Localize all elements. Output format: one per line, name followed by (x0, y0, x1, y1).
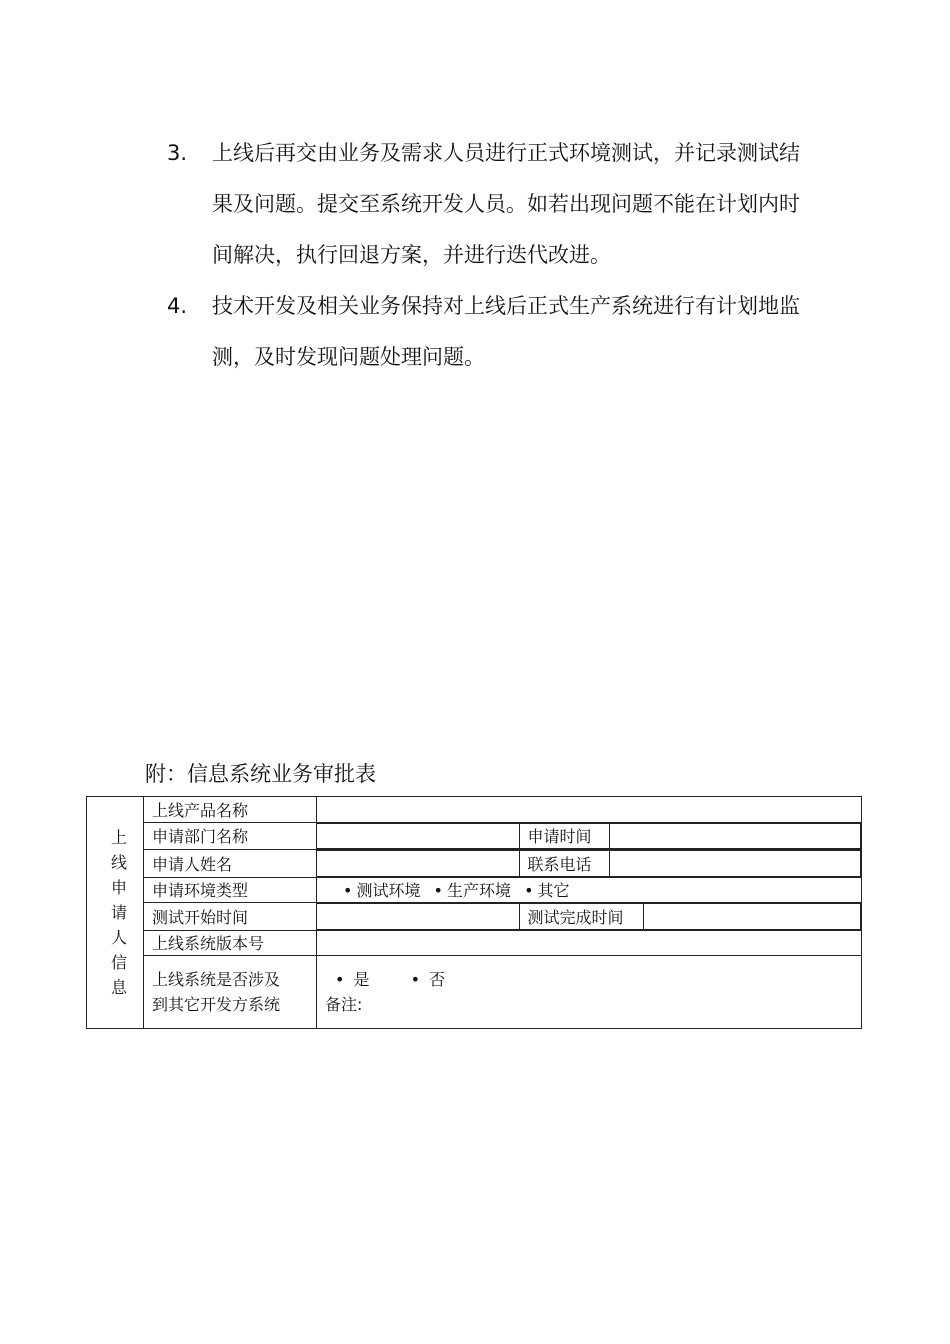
test-start-field[interactable] (317, 904, 519, 930)
appendix-caption: 附：信息系统业务审批表 (145, 762, 376, 786)
dept-name-label: 申请部门名称 (144, 822, 317, 850)
applicant-name-label: 申请人姓名 (144, 850, 317, 878)
apply-time-field[interactable] (609, 823, 861, 849)
product-name-field[interactable] (317, 797, 862, 823)
dept-name-field[interactable] (317, 823, 519, 849)
env-option-test[interactable]: • 测试环境 (343, 881, 421, 901)
test-end-label: 测试完成时间 (519, 904, 643, 930)
step-number: 4. (167, 294, 188, 318)
step-text: 技术开发及相关业务保持对上线后正式生产系统进行有计划地监测，及时发现问题处理问题。 (212, 294, 800, 369)
step-list (0, 128, 950, 383)
version-label: 上线系统版本号 (144, 930, 317, 956)
applicant-info-label: 上 线 申 请 人 信 息 (87, 797, 144, 1029)
env-type-options (317, 877, 862, 903)
apply-time-label: 申请时间 (519, 823, 609, 849)
test-start-label: 测试开始时间 (144, 903, 317, 931)
other-system-field (317, 956, 862, 1029)
other-system-label: 上线系统是否涉及 到其它开发方系统 (144, 956, 317, 1029)
env-option-prod[interactable]: • 生产环境 (433, 881, 511, 901)
test-end-field[interactable] (643, 904, 861, 930)
yes-option[interactable]: • 是 (335, 970, 370, 989)
applicant-name-field[interactable] (317, 851, 519, 877)
phone-field[interactable] (609, 851, 861, 877)
list-item (0, 128, 812, 281)
no-option[interactable]: • 否 (410, 970, 446, 989)
env-type-label: 申请环境类型 (144, 877, 317, 903)
env-option-other[interactable]: • 其它 (524, 881, 570, 901)
step-text: 上线后再交由业务及需求人员进行正式环境测试，并记录测试结果及问题。提交至系统开发人员。如若出现问题不能在计划内时间解决，执行回退方案，并进行迭代改进。 (212, 141, 800, 267)
list-item (0, 281, 812, 383)
remark-label: 备注: (325, 995, 363, 1014)
approval-form (86, 796, 862, 1029)
product-name-label: 上线产品名称 (144, 797, 317, 823)
version-field[interactable] (317, 930, 862, 956)
step-number: 3. (167, 141, 188, 165)
phone-label: 联系电话 (519, 851, 609, 877)
